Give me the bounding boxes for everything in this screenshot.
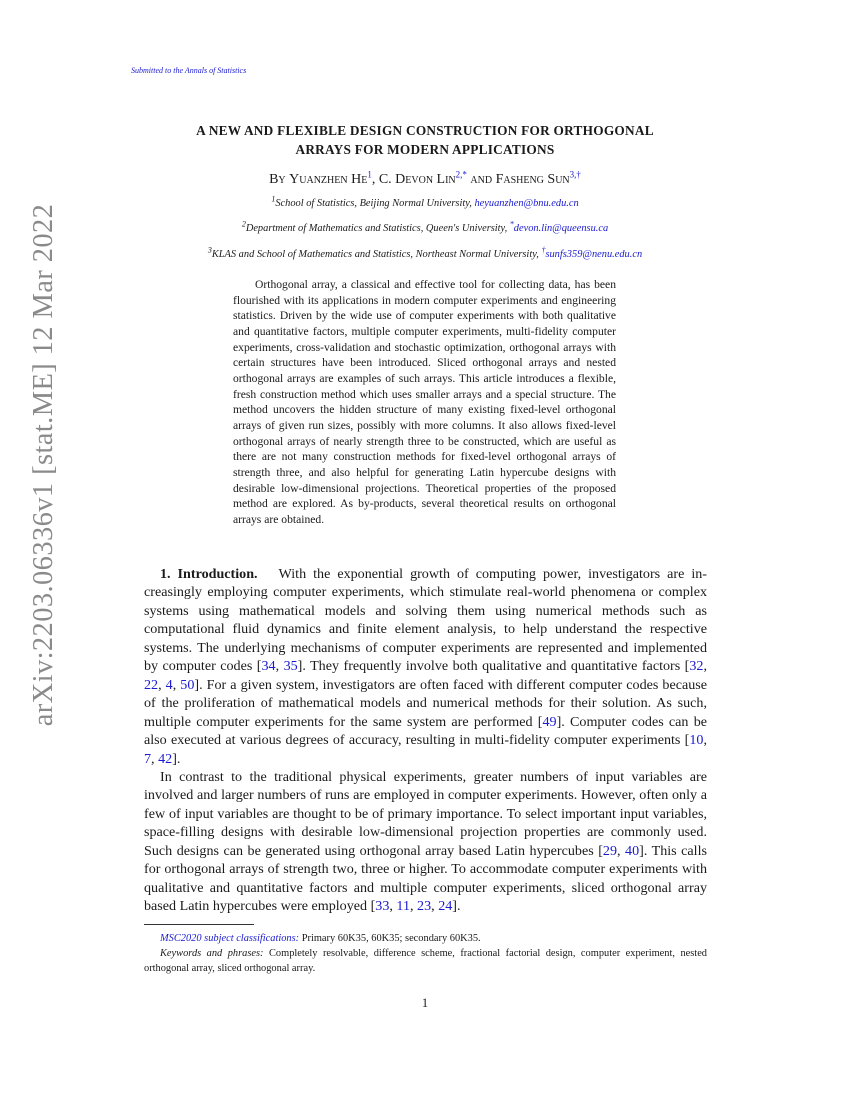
citation-link[interactable]: 34 — [261, 658, 276, 675]
body-text: ]. This calls for orthogonal arrays of strength two, three or higher. To accommodate computer experiments with qualitative and quantitative factors and multiple computer experiments, sliced orthogonal array based Latin hypercubes were employed [ — [144, 842, 707, 915]
author-list — [140, 169, 710, 188]
keywords-label: Keywords and phrases: — [160, 948, 264, 959]
author-affil-sup[interactable]: 2,* — [455, 169, 467, 180]
title-line-2: ARRAYS FOR MODERN APPLICATIONS — [295, 142, 555, 157]
body-text: ]. — [452, 898, 461, 915]
author-affil-sup[interactable]: 3,† — [569, 169, 581, 180]
journal-header[interactable]: Submitted to the Annals of Statistics — [131, 66, 247, 75]
body-text: ]. Computer codes can be also executed at various degrees of accuracy, resulting in multi-fidelity computer experiments [ — [144, 713, 707, 749]
msc-text: Primary 60K35, 60K35; secondary 60K35. — [299, 933, 481, 944]
citation-link[interactable]: 4 — [165, 676, 173, 693]
email-sup: * — [509, 219, 514, 229]
keywords-text: Completely resolvable, difference scheme, fractional factorial design, computer experiment, nested orthogonal array, sliced orthogonal array. — [144, 948, 707, 974]
abstract — [233, 277, 616, 528]
citation-link[interactable]: 24 — [438, 898, 453, 915]
page-number: 1 — [421, 996, 429, 1010]
citation-link[interactable]: 7 — [144, 750, 152, 767]
citation-link[interactable]: 32 — [689, 658, 704, 675]
and-label: and — [466, 172, 496, 187]
citation-link[interactable]: 40 — [625, 842, 640, 859]
body-text: ]. They frequently involve both qualitative and quantitative factors [ — [297, 658, 690, 675]
citation-link[interactable]: 11 — [396, 898, 410, 915]
affiliation-sup: 3 — [207, 245, 212, 255]
body-text: In contrast to the traditional physical experiments, greater numbers of input variables are involved and larger numbers of runs are employed in computer experiments. However, often only a few of input variables are thought to be of primary importance. To select important input variables, space-filling designs with desirable low-dimensional projection properties are commonly used. Such designs can be generated using orthogonal array based Latin hypercubes [ — [144, 768, 707, 859]
arxiv-identifier: arXiv:2203.06336v1 [stat.ME] 12 Mar 2022 — [28, 203, 59, 727]
affiliation-text: KLAS and School of Mathematics and Statistics, Northeast Normal University, — [211, 249, 542, 260]
email-link[interactable]: devon.lin@queensu.ca — [513, 223, 609, 234]
affiliation-sup: 2 — [241, 219, 246, 229]
footnote-divider — [144, 924, 254, 925]
footnotes — [144, 931, 707, 976]
affiliation-1 — [120, 194, 730, 209]
section-heading: 1. Introduction. — [160, 566, 258, 582]
citation-link[interactable]: 22 — [144, 676, 159, 693]
author-name: Yuanzhen He — [289, 172, 368, 187]
author-affil-sup[interactable]: 1 — [367, 169, 372, 180]
citation-link[interactable]: 42 — [158, 750, 173, 767]
citation-link[interactable]: 23 — [417, 898, 432, 915]
by-label: By — [269, 172, 286, 187]
intro-paragraph-2: In contrast to the traditional physical experiments, greater numbers of input variables are involved and larger numbers of runs are employed in computer experiments. However, often only a few of input variables are thought to be of primary importance. To select important input variables, space-filling designs with desirable low-dimensional projection properties are commonly used. Such designs can be generated using orthogonal array based Latin hypercubes [29, 40]. This calls for orthogonal arrays of strength two, three or higher. To accommodate computer experiments with qualitative and quantitative factors and multiple computer experiments, sliced orthogonal array based Latin hypercubes were employed [33, 11, 23, 24]. — [144, 768, 707, 915]
email-link[interactable]: sunfs359@nenu.edu.cn — [545, 249, 643, 260]
citation-link[interactable]: 35 — [283, 658, 298, 675]
keywords-footnote — [144, 946, 707, 976]
paper-title — [140, 121, 710, 159]
affiliation-3 — [120, 245, 730, 260]
citation-link[interactable]: 33 — [375, 898, 390, 915]
citation-link[interactable]: 50 — [180, 676, 195, 693]
author-name: C. Devon Lin — [378, 172, 456, 187]
msc-footnote — [144, 931, 707, 946]
affiliation-text: School of Statistics, Beijing Normal University, — [275, 198, 475, 209]
affiliation-2 — [120, 219, 730, 234]
email-sup: † — [541, 245, 546, 255]
title-line-1: A NEW AND FLEXIBLE DESIGN CONSTRUCTION FOR ORTHOGONAL — [196, 123, 654, 138]
author-name: Fasheng Sun — [495, 172, 570, 187]
citation-link[interactable]: 29 — [602, 842, 617, 859]
intro-section — [144, 565, 707, 916]
affiliation-sup: 1 — [271, 194, 276, 204]
body-text: ]. For a given system, investigators are often faced with different computer codes because of the proliferation of mathematical models and numerical methods for their solution. As such, multiple computer experiments for the same system are performed [ — [144, 676, 708, 730]
author-separator: , — [371, 172, 379, 187]
abstract-text: Orthogonal array, a classical and effective tool for collecting data, has been flourished with its applications in modern computer experiments and engineering statistics. Driven by the wide use of computer experiments with both qualitative and quantitative factors, multiple computer experiments, multi-fidelity computer experiments, cross-validation and stochastic optimization, orthogonal arrays with certain structures have been introduced. Sliced orthogonal arrays and nested orthogonal arrays are examples of such arrays. This article introduces a flexible, fresh construction method which uses smaller arrays and a special structure. The method uncovers the hidden structure of many existing fixed-level orthogonal arrays of given run sizes, possibly with more columns. It also allows fixed-level orthogonal arrays of nearly strength three to be constructed, which are useful as there are not many construction methods for fixed-level orthogonal arrays of strength three, and also helpful for generating Latin hypercube designs with desirable low-dimensional projections. Theoretical properties of the proposed method are explored. As by-products, several theoretical results on orthogonal arrays are obtained. — [233, 278, 616, 526]
citation-link[interactable]: 49 — [542, 713, 557, 730]
affiliation-text: Department of Mathematics and Statistics, Queen's University, — [245, 223, 510, 234]
intro-paragraph-1: 1. Introduction. With the exponential growth of computing power, investigators are increasingly employing computer experiments, which stimulate real-world phenomena or complex systems using mathematical models and solving them using numerical methods such as computational fluid dynamics and finite element analysis, to help understand the respective systems. The underlying mechanisms of computer experiments are represented and implemented by computer codes [34, 35]. They frequently involve both qualitative and quantitative factors [32, 22, 4, 50]. For a given system, investigators are often faced with different computer codes because of the proliferation of mathematical models and numerical methods for their solution. As such, multiple computer experiments for the same system are performed [49]. Computer codes can be also executed at various degrees of accuracy, resulting in multi-fidelity computer experiments [10, 7, 42]. — [144, 566, 708, 767]
body-text: ]. — [172, 750, 181, 767]
citation-link[interactable]: 10 — [689, 732, 704, 749]
body-text: With the exponential growth of computing power, investigators are increasingly employing computer experiments, which stimulate real-world phenomena or complex systems using mathematical models and solving them using numerical methods such as computational fluid dynamics and finite element analysis, to help understand the respective systems. The underlying mechanisms of computer experiments are represented and implemented by computer codes [ — [144, 566, 707, 675]
msc-label-link[interactable]: MSC2020 subject classifications: — [160, 933, 300, 944]
email-link[interactable]: heyuanzhen@bnu.edu.cn — [474, 198, 579, 209]
